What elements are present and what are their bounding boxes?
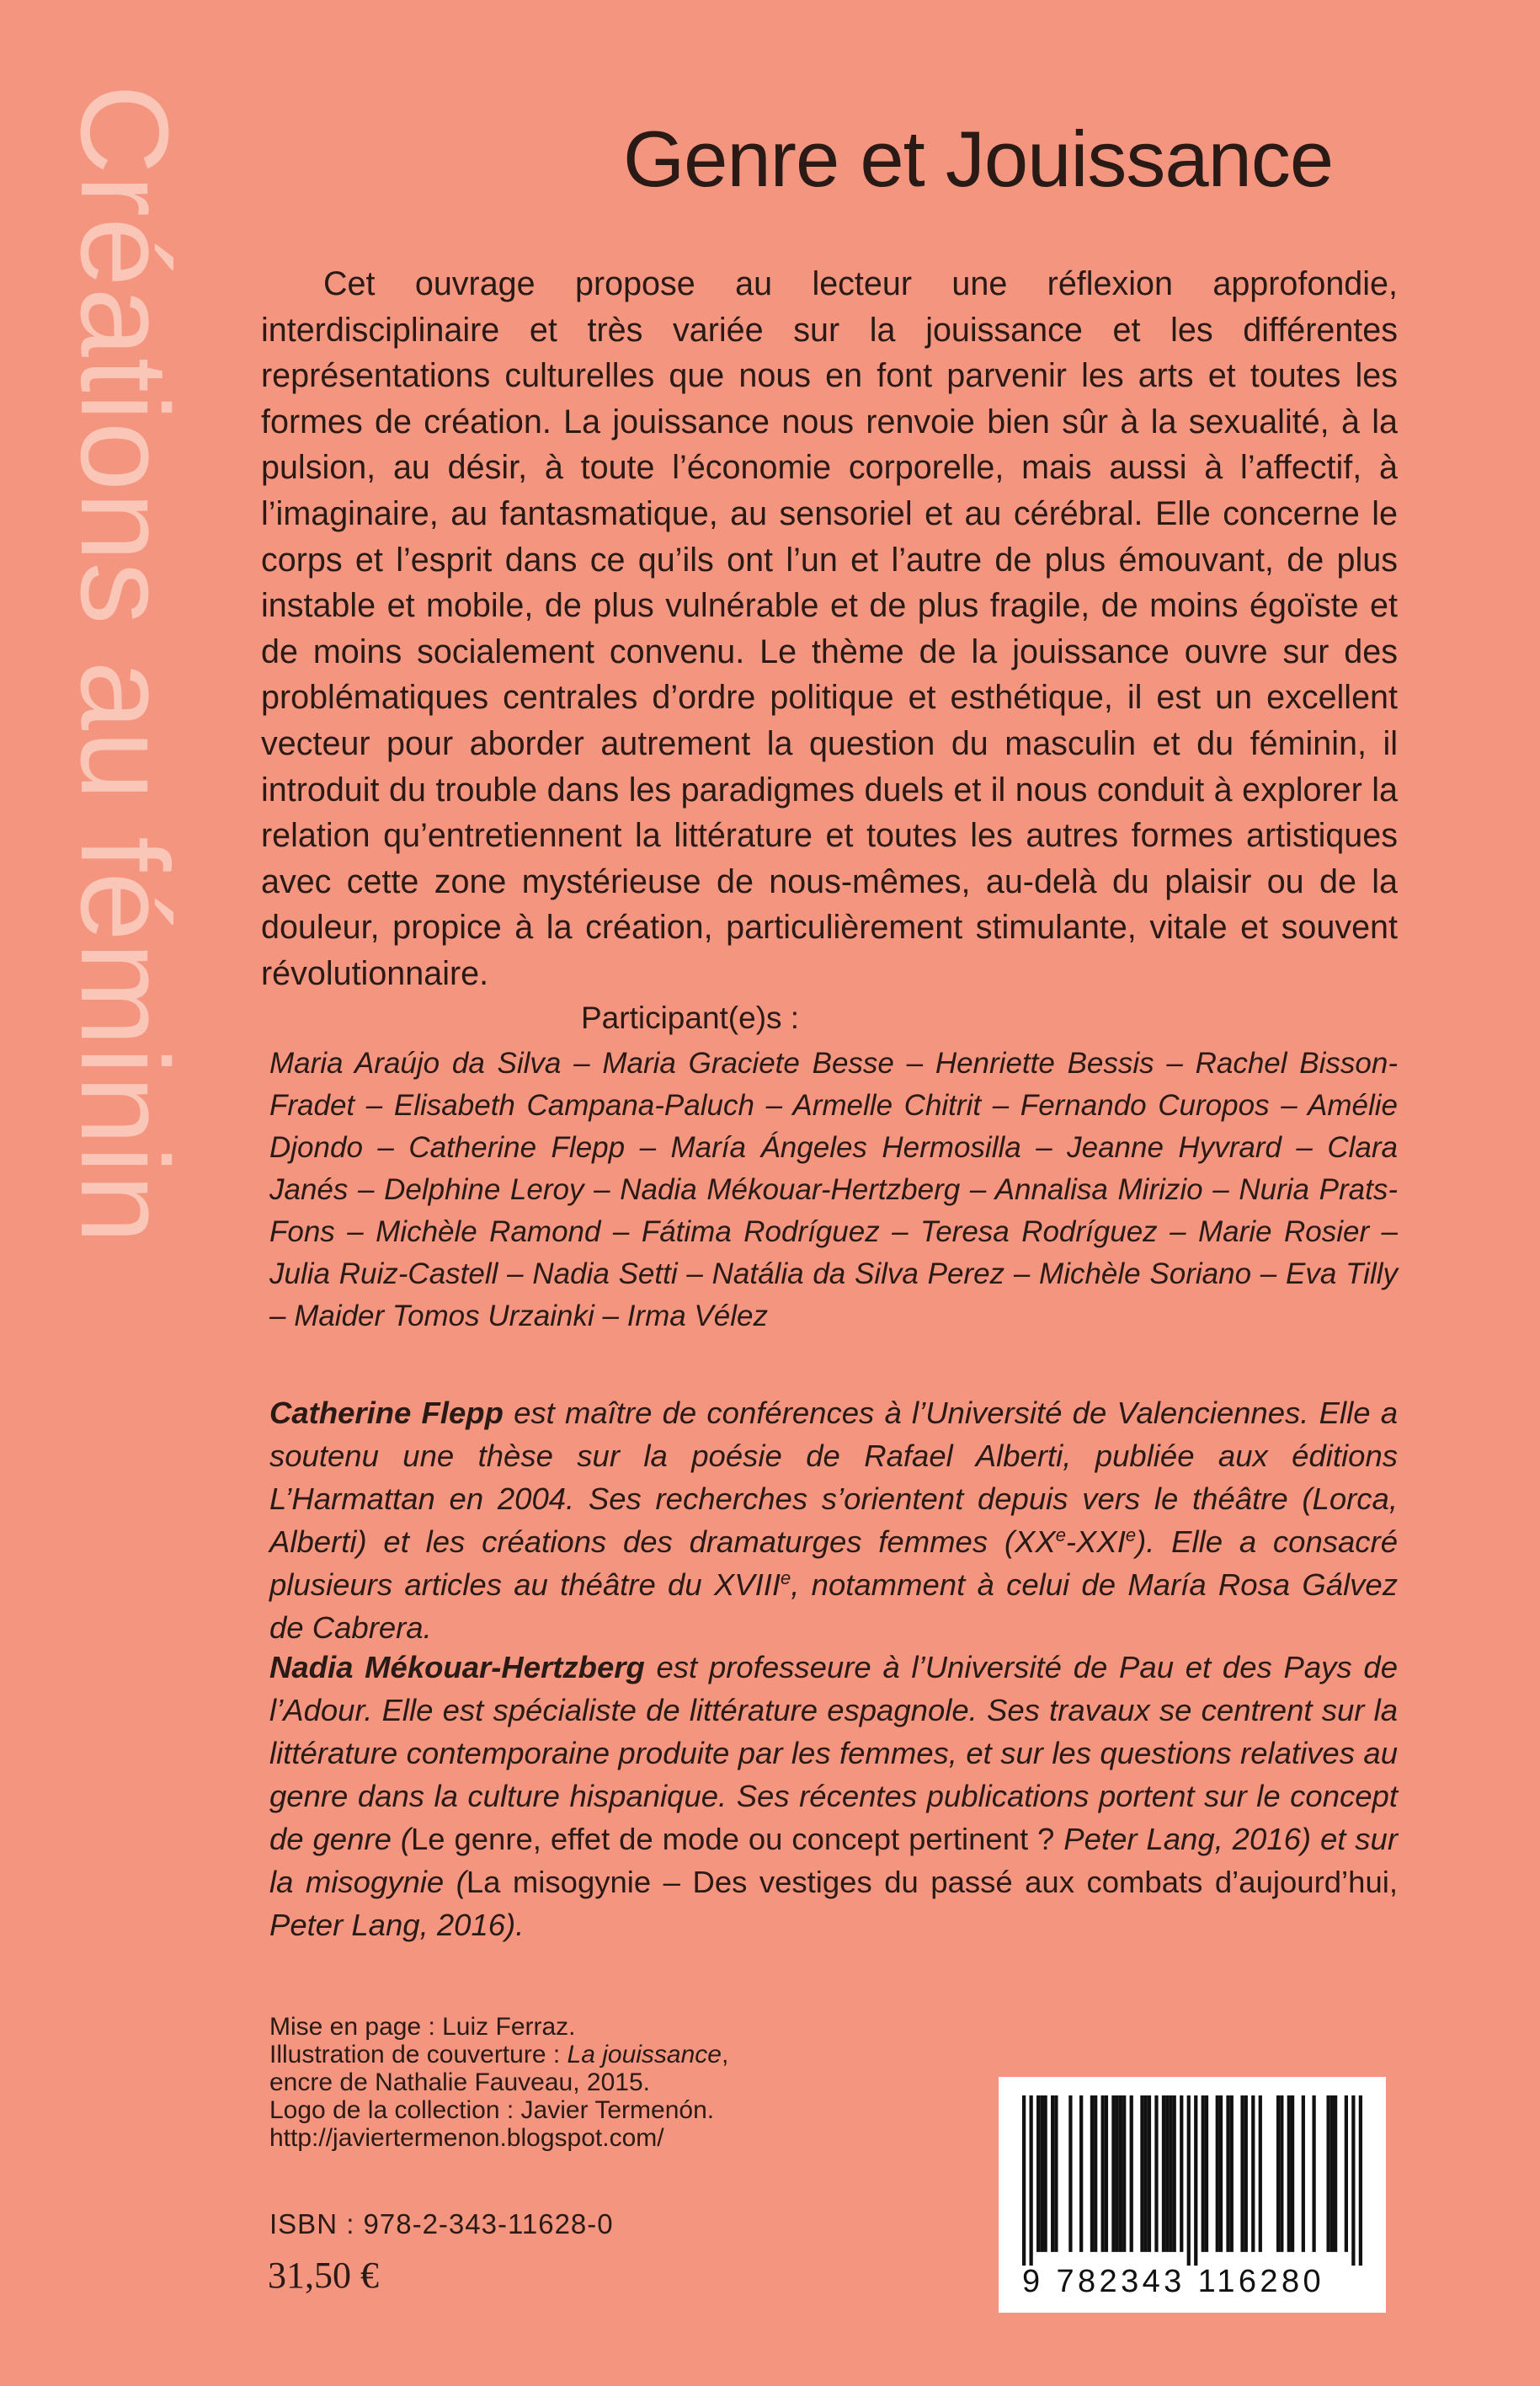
barcode xyxy=(999,2077,1386,2313)
barcode-bar xyxy=(1330,2095,1334,2252)
barcode-bar xyxy=(1101,2095,1105,2252)
barcode-bar xyxy=(1022,2095,1026,2266)
bio-text: Peter Lang, 2016) et sur la misogynie ( xyxy=(269,1822,1399,1899)
barcode-bar xyxy=(1144,2095,1148,2252)
collection-name: Créations au féminin xyxy=(55,84,194,1245)
superscript: e xyxy=(1125,1524,1137,1545)
barcode-bar xyxy=(1280,2095,1283,2252)
credit-illustration xyxy=(269,2041,728,2068)
barcode-bar xyxy=(1122,2095,1126,2252)
participants-heading: Participant(e)s : xyxy=(581,1001,800,1035)
barcode-bar xyxy=(1130,2095,1133,2252)
bio-text: , notamment à celui de María Rosa Gálvez de Cabrera. xyxy=(269,1567,1398,1645)
barcode-bar xyxy=(1230,2095,1234,2252)
barcode-bar xyxy=(1244,2095,1248,2252)
barcode-bar xyxy=(1334,2095,1337,2252)
credit-illustration-artist: encre de Nathalie Fauveau, 2015. xyxy=(269,2068,650,2096)
bio-text: -XXI xyxy=(1065,1524,1126,1559)
barcode-bar xyxy=(1251,2095,1255,2252)
author-bio-mekouar xyxy=(269,1646,1398,1946)
barcode-bar xyxy=(1094,2095,1097,2252)
credit-logo: Logo de la collection : Javier Termenón. xyxy=(269,2096,715,2124)
bio-text: est maître de conférences à l’Université de Valenciennes. Elle a soutenu une thèse sur la poésie de Rafael Alberti, publiée aux éditions L’Harmattan en 2004. Ses recherches s’orientent depuis vers le théâtre (Lorca, Alberti) et les créations des dramaturges femmes (XX xyxy=(269,1396,1398,1559)
credit-url: http://javiertermenon.blogspot.com/ xyxy=(269,2124,664,2152)
barcode-bar xyxy=(1068,2095,1072,2252)
barcode-bar xyxy=(1116,2095,1119,2252)
credit-label: Illustration de couverture : xyxy=(269,2041,568,2068)
barcode-bar xyxy=(1169,2095,1172,2252)
barcode-bar xyxy=(1111,2095,1115,2252)
superscript: e xyxy=(1055,1524,1066,1545)
credit-punct: , xyxy=(721,2041,729,2068)
bio-text: est professeure à l’Université de Pau et des Pays de l’Adour. Elle est spécialiste de littérature espagnole. Ses travaux se centrent sur la littérature contemporaine produite par les femmes, et sur les questions relatives au genre dans la culture hispanique. Ses récentes publications portent sur le concept de genre ( xyxy=(269,1650,1399,1856)
barcode-bar xyxy=(1187,2095,1191,2266)
participants-list: Maria Araújo da Silva – Maria Graciete Besse – Henriette Bessis – Rachel Bisson-Fradet – Elisabeth Campana-Paluch – Armelle Chitrit – Fernando Curopos – Amélie Djondo – Catherine Flepp – María Ángeles Hermosilla – Jeanne Hyvrard – Clara Janés – Delphine Leroy – Nadia Mékouar-Hertzberg – Annalisa Mirizio – Nuria Prats-Fons – Michèle Ramond – Fátima Rodríguez – Teresa Rodríguez – Marie Rosier – Julia Ruiz-Castell – Nadia Setti – Natália da Silva Perez – Michèle Soriano – Eva Tilly – Maider Tomos Urzainki – Irma Vélez xyxy=(269,1047,1398,1332)
barcode-bar xyxy=(1291,2095,1294,2252)
author-bio-flepp xyxy=(269,1391,1398,1649)
barcode-bar xyxy=(1180,2095,1183,2252)
barcode-bar xyxy=(1259,2095,1262,2252)
book-reference: La misogynie – Des vestiges du passé aux combats d’aujourd’hui, xyxy=(466,1865,1398,1899)
barcode-bar xyxy=(1326,2095,1330,2252)
barcode-bar xyxy=(1051,2095,1054,2252)
barcode-bar xyxy=(1276,2095,1280,2252)
barcode-bar xyxy=(1302,2095,1305,2252)
barcode-digits: 9 782343 116280 xyxy=(1022,2264,1325,2299)
barcode-bar xyxy=(1165,2095,1169,2252)
barcode-bar xyxy=(1030,2095,1033,2266)
barcode-bar xyxy=(1173,2095,1176,2252)
barcode-bar xyxy=(1036,2095,1040,2252)
barcode-bar xyxy=(1054,2095,1058,2252)
barcode-bar xyxy=(1351,2095,1355,2266)
barcode-bar xyxy=(1194,2095,1197,2266)
barcode-bar xyxy=(1162,2095,1165,2252)
superscript: e xyxy=(781,1567,791,1588)
credits xyxy=(269,2013,728,2152)
barcode-bar xyxy=(1202,2095,1205,2252)
barcode-bars xyxy=(1022,2095,1362,2266)
barcode-bar xyxy=(1044,2095,1047,2252)
price: 31,50 € xyxy=(268,2255,379,2296)
barcode-bar xyxy=(1140,2095,1143,2252)
book-title: Genre et Jouissance xyxy=(623,115,1334,203)
book-reference: Le genre, effet de mode ou concept pertinent ? xyxy=(410,1822,1055,1856)
barcode-bar xyxy=(1240,2095,1244,2252)
bio-text: Peter Lang, 2016). xyxy=(269,1908,525,1942)
barcode-bar xyxy=(1148,2095,1151,2252)
barcode-bar xyxy=(1105,2095,1108,2252)
credit-layout: Mise en page : Luiz Ferraz. xyxy=(269,2013,576,2041)
illustration-title: La jouissance xyxy=(567,2041,722,2068)
barcode-bar xyxy=(1345,2095,1348,2252)
isbn: ISBN : 978-2-343-11628-0 xyxy=(269,2208,614,2239)
barcode-bar xyxy=(1216,2095,1219,2252)
barcode-bar xyxy=(1226,2095,1229,2252)
barcode-bar xyxy=(1040,2095,1043,2252)
barcode-bar xyxy=(1219,2095,1223,2252)
barcode-bar xyxy=(1119,2095,1122,2252)
barcode-bar xyxy=(1287,2095,1291,2252)
barcode-bar xyxy=(1154,2095,1158,2252)
bio-text: ). Elle a consacré plusieurs articles au théâtre du XVIII xyxy=(269,1524,1399,1602)
abstract-text: Cet ouvrage propose au lecteur une réflexion approfondie, interdisciplinaire et très variée sur la jouissance et les différentes représentations culturelles que nous en font parvenir les arts et toutes les formes de création. La jouissance nous renvoie bien sûr à la sexualité, à la pulsion, au désir, à toute l’économie corporelle, mais aussi à l’affectif, à l’imaginaire, au fantasmatique, au sensoriel et au cérébral. Elle concerne le corps et l’esprit dans ce qu’ils ont l’un et l’autre de plus émouvant, de plus instable et mobile, de plus vulnérable et de plus fragile, de moins égoïste et de moins socialement convenu. Le thème de la jouissance ouvre sur des problématiques centrales d’ordre politique et esthétique, il est un excellent vecteur pour aborder autrement la question du masculin et du féminin, il introduit du trouble dans les paradigmes duels et il nous conduit à explorer la relation qu’entretiennent la littérature et toutes les autres formes artistiques avec cette zone mystérieuse de nous-mêmes, au-delà du plaisir ou de la douleur, propice à la création, particulièrement stimulante, vitale et souvent révolutionnaire. xyxy=(261,265,1398,992)
barcode-bar xyxy=(1079,2095,1083,2252)
barcode-bar xyxy=(1312,2095,1315,2252)
barcode-bar xyxy=(1359,2095,1362,2266)
barcode-bar xyxy=(1090,2095,1094,2252)
author-name: Catherine Flepp xyxy=(269,1396,504,1430)
barcode-bar xyxy=(1205,2095,1208,2252)
author-name: Nadia Mékouar-Hertzberg xyxy=(269,1650,645,1684)
